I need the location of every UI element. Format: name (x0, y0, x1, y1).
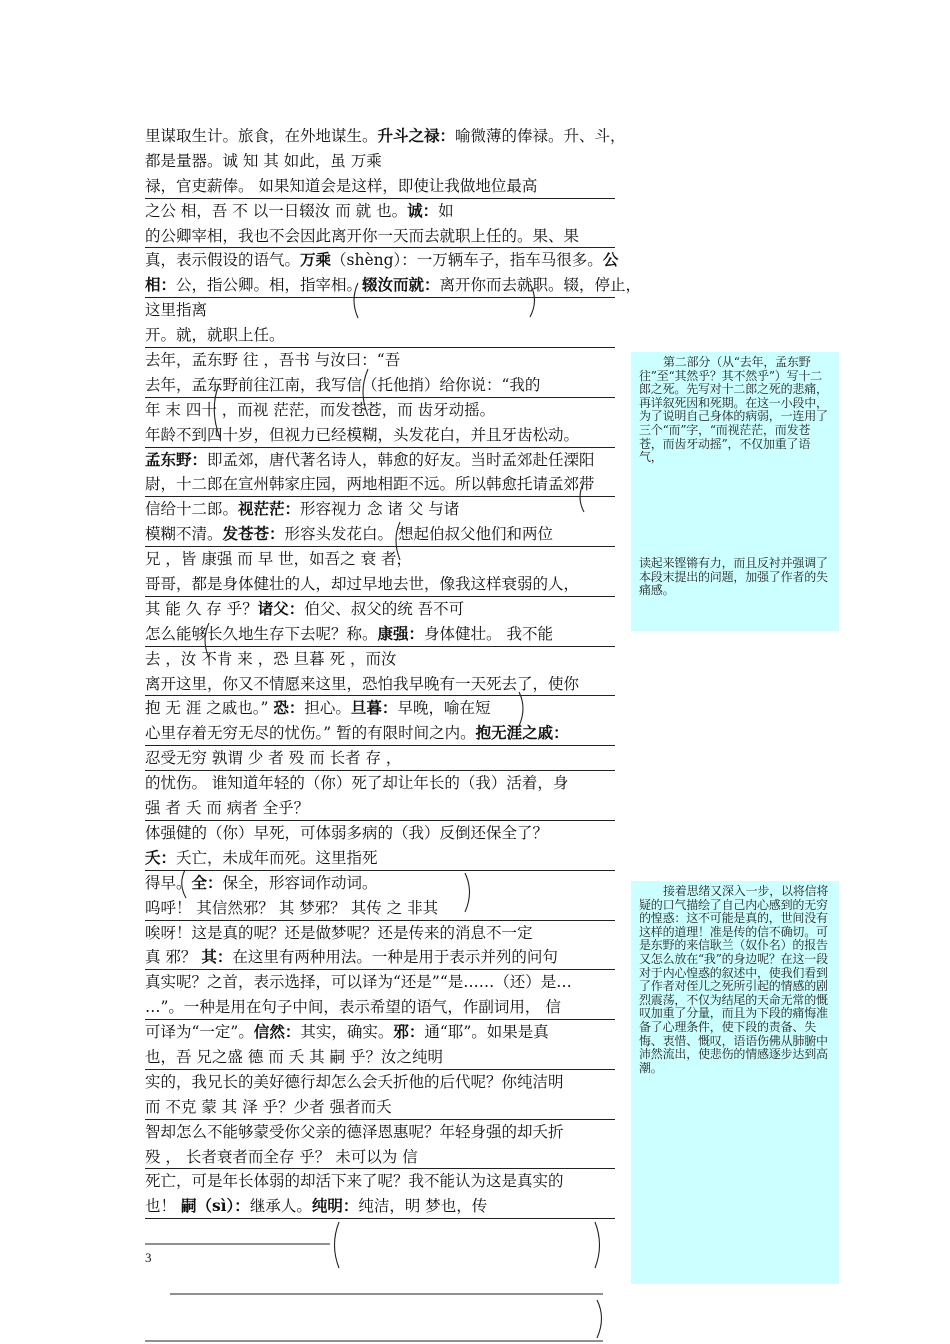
text-segment: 唉呀！这是真的呢？还是做梦呢？还是传来的消息不一定 (145, 923, 533, 942)
text-line (145, 1020, 615, 1045)
term-label: 旦暮： (350, 698, 398, 718)
main-text-column (145, 124, 642, 1219)
text-segment: 去年，孟东野 往 ，吾书 与汝曰：“吾 (145, 351, 401, 370)
text-segment: 智却怎么不能够蒙受你父亲的德泽恩惠呢？年轻身强的却夭折 (145, 1122, 564, 1141)
term-label: 恐： (273, 698, 305, 718)
term-label: 发苍苍： (222, 524, 285, 544)
text-segment: 去 ，汝 不肯 来 ，恐 旦暮 死 ，而汝 (145, 649, 397, 668)
text-segment: 喻微薄的俸禄。升、斗， (455, 127, 626, 145)
text-line (145, 199, 615, 224)
text-line (145, 547, 615, 572)
page-number: 3 (145, 1250, 152, 1265)
text-segment: 离开你而去就职。辍，停止， (439, 276, 642, 295)
text-segment: 真实呢？之首，表示选择，可以译为“还是”“是……（还）是… (145, 973, 572, 992)
term-label: 孟东野： (145, 449, 208, 469)
text-line (145, 647, 615, 672)
text-segment: 而 不克 蒙 其 泽 乎？少者 强者而夭 (145, 1097, 392, 1116)
margin-note-2-text: 读起来铿锵有力，而且反衬并强调了本段末提出的问题，加强了作者的失痛感。 (639, 556, 828, 598)
text-line (145, 1169, 615, 1194)
text-segment: 心里存着无穷无尽的忧伤。” 暂的有限时间之内。 (145, 724, 476, 743)
text-segment: 保全，形容词作动词。 (222, 873, 378, 892)
text-line (145, 672, 615, 697)
term-label: 全： (191, 872, 223, 892)
text-segment: 真，表示假设的语气。 (145, 251, 301, 270)
text-segment: 哥哥，都是身体健壮的人，却过早地去世，像我这样衰弱的人， (145, 575, 580, 594)
text-segment: 尉，十二郎在宣州韩家庄园，两地相距不远。所以韩愈托请孟郊带 (145, 475, 595, 494)
text-segment: 信给十二郎。 (145, 500, 239, 519)
text-segment: 年龄不到四十岁，但视力已经模糊，头发花白，并且牙齿松动。 (145, 425, 580, 444)
term-label: 相： (145, 275, 177, 295)
text-segment: 夭亡，未成年而死。这里指死 (176, 848, 378, 867)
text-line (145, 224, 615, 249)
term-label: 信然： (253, 1022, 301, 1042)
text-segment: 怎么能够长久地生存下去呢？称。 (145, 624, 378, 643)
term-label: 辍汝而就： (362, 275, 440, 295)
text-segment: 即孟郊，唐代著名诗人，韩愈的好友。当时孟郊赴任溧阳 (207, 450, 595, 469)
text-segment: 年 末 四十 ，而视 茫茫，而发苍苍，而 齿牙动摇。 (145, 400, 496, 419)
text-segment: 体强健的（你）早死，可体弱多病的（我）反倒还保全了？ (145, 823, 549, 842)
text-segment: 其实，确实。 (300, 1023, 394, 1042)
text-segment: 形容视力 念 诸 父 与诸 (300, 500, 460, 519)
text-segment: （shèng）：一万辆车子，指车马很多。 (331, 251, 603, 270)
text-line (145, 896, 615, 921)
text-line (145, 970, 615, 995)
text-line (145, 1194, 615, 1219)
text-segment: 在这里有两种用法。一种是用于表示并列的问句 (232, 948, 558, 967)
text-segment: 的公卿宰相，我也不会因此离开你一天而去就职上任的。果、果 (145, 226, 580, 245)
margin-note-1-text: 第二部分（从“去年，孟东野往”至“其然乎？其不然乎”）写十二郎之死。先写对十二郎之死的悲痛，再详叙死因和死期。在这一小段中，为了说明自己身体的病弱，一连用了三个“而”字，“而视茫茫，而发苍苍，而齿牙动摇”，不仅加重了语气， (639, 355, 828, 465)
text-segment: 禄，官吏薪俸。 如果知道会是这样，即使让我做地位最高 (145, 176, 538, 195)
term-label: 万乘 (300, 250, 332, 270)
text-line (145, 273, 642, 298)
term-label: 纯明： (311, 1196, 359, 1216)
text-segment: 可译为“一定”。 (145, 1023, 254, 1042)
text-segment: 强 者 夭 而 病者 全乎？ (145, 799, 310, 818)
text-segment: 抱 无 涯 之戚也。” (145, 699, 274, 718)
text-line (145, 398, 615, 423)
text-segment: 呜呼！ 其信然邪？ 其 梦邪？ 其传 之 非其 (145, 898, 439, 917)
term-label: 视茫茫： (238, 499, 301, 519)
text-line (145, 746, 615, 771)
text-line (145, 721, 615, 746)
margin-note-1 (631, 352, 839, 553)
margin-note-3 (631, 881, 839, 1284)
text-segment: 殁 ， 长者衰者而全存 乎？ 未可以为 信 (145, 1147, 418, 1166)
text-segment: 也，吾 兄之盛 德 而 夭 其 嗣 乎？汝之纯明 (145, 1047, 443, 1066)
text-line (145, 796, 615, 821)
term-label: 夭： (145, 847, 177, 867)
text-line (145, 298, 615, 323)
text-line (145, 1120, 615, 1145)
text-segment: 去年，孟东野前往江南，我写信（托他捎）给你说：“我的 (145, 375, 541, 394)
term-label: 诸父： (257, 598, 305, 618)
text-segment: …”。一种是用在句子中间，表示希望的语气，作副词用， 信 (145, 998, 561, 1017)
term-label: 其： (201, 947, 233, 967)
text-segment: 其 能 久 存 乎？ (145, 599, 258, 618)
text-segment: 都是量器。诚 知 其 如此，虽 万乘 (145, 151, 382, 170)
text-segment: 忍受无穷 孰谓 少 者 殁 而 长者 存 ， (145, 749, 402, 768)
text-line (145, 995, 615, 1020)
text-segment: 实的，我兄长的美好德行却怎么会夭折他的后代呢？你纯洁明 (145, 1072, 564, 1091)
term-label: 公 (602, 250, 619, 270)
text-segment: 如 (438, 201, 454, 220)
text-line (145, 821, 615, 846)
term-label: 抱无涯之戚： (475, 723, 569, 743)
text-line (145, 597, 615, 622)
term-label: 升斗之禄： (377, 126, 456, 145)
text-segment: 死亡，可是年长体弱的却活下来了呢？我不能认为这是真实的 (145, 1172, 564, 1191)
text-line (145, 1045, 615, 1070)
text-line (145, 522, 615, 547)
term-label: 康强： (377, 623, 425, 643)
text-segment: 形容头发花白。 想起伯叔父他们和两位 (284, 525, 553, 544)
text-segment: 离开这里，你又不情愿来这里，恐怕我早晚有一天死去了，使你 (145, 674, 580, 693)
text-line (145, 921, 615, 946)
text-line (145, 149, 615, 174)
text-segment: 兄 ，皆 康强 而 早 世，如吾之 衰 者， (145, 550, 412, 569)
text-segment: 继承人。 (249, 1197, 312, 1216)
text-line (145, 1095, 615, 1120)
text-line (145, 497, 615, 522)
margin-note-2 (631, 553, 839, 631)
text-line (145, 846, 615, 871)
text-line (145, 1145, 615, 1170)
text-line (145, 771, 615, 796)
text-segment: 真 邪？ (145, 948, 202, 967)
text-line (145, 696, 615, 721)
text-segment: 通“耶”。如果是真 (424, 1023, 549, 1042)
text-segment: 公，指公卿。相，指宰相。 (176, 276, 363, 295)
text-line (145, 1070, 615, 1095)
text-line (145, 423, 615, 448)
term-label: 邪： (393, 1022, 425, 1042)
text-segment: 身体健壮。 我不能 (424, 624, 553, 643)
text-line (145, 124, 626, 149)
text-segment: 早晚，喻在短 (397, 699, 491, 718)
text-segment: 担心。 (304, 699, 351, 718)
text-line (145, 622, 615, 647)
text-line (145, 373, 615, 398)
text-segment: 得早。 (145, 873, 192, 892)
text-segment: 纯洁，明 梦也，传 (358, 1197, 488, 1216)
text-line (145, 448, 615, 473)
text-line (145, 174, 615, 199)
text-segment: 伯父、叔父的统 吾不可 (304, 599, 465, 618)
margin-note-3-text: 接着思绪又深入一步，以将信将疑的口气描绘了自己内心感到的无穷的惶惑：这不可能是真的，世间没有这样的道理！准是传的信不确切。可是东野的来信耿兰（奴仆名）的报告又怎么放在“我”的身边呢？在这一段对于内心惶惑的叙述中，使我们看到了作者对侄儿之死所引起的情感的剧烈震荡，不仅为结尾的天命无常的慨叹加重了分量，而且为下段的痛悔准备了心理条件，使下段的责备、失悔、衷惜、慨叹，语语伤佛从肺腑中沛然流出，使悲伤的情感逐步达到高潮。 (639, 884, 829, 1075)
text-segment: 的忧伤。 谁知道年轻的（你）死了却让年长的（我）活着，身 (145, 774, 569, 793)
text-segment: 也！ (145, 1197, 181, 1216)
text-segment: 里谋取生计。旅食，在外地谋生。 (145, 127, 378, 145)
text-line (145, 323, 615, 348)
text-line (145, 871, 615, 896)
term-label: 诚： (407, 200, 439, 220)
text-line (145, 572, 615, 597)
text-segment: 开。就，就职上任。 (145, 326, 285, 345)
text-line (145, 348, 615, 373)
term-label: 嗣（sì）： (180, 1196, 250, 1216)
text-line (145, 945, 615, 970)
text-segment: 这里指离 (145, 301, 208, 320)
text-line (145, 248, 619, 273)
text-segment: 模糊不清。 (145, 525, 223, 544)
text-segment: 之公 相，吾 不 以一日辍汝 而 就 也。 (145, 201, 408, 220)
text-line (145, 472, 615, 497)
